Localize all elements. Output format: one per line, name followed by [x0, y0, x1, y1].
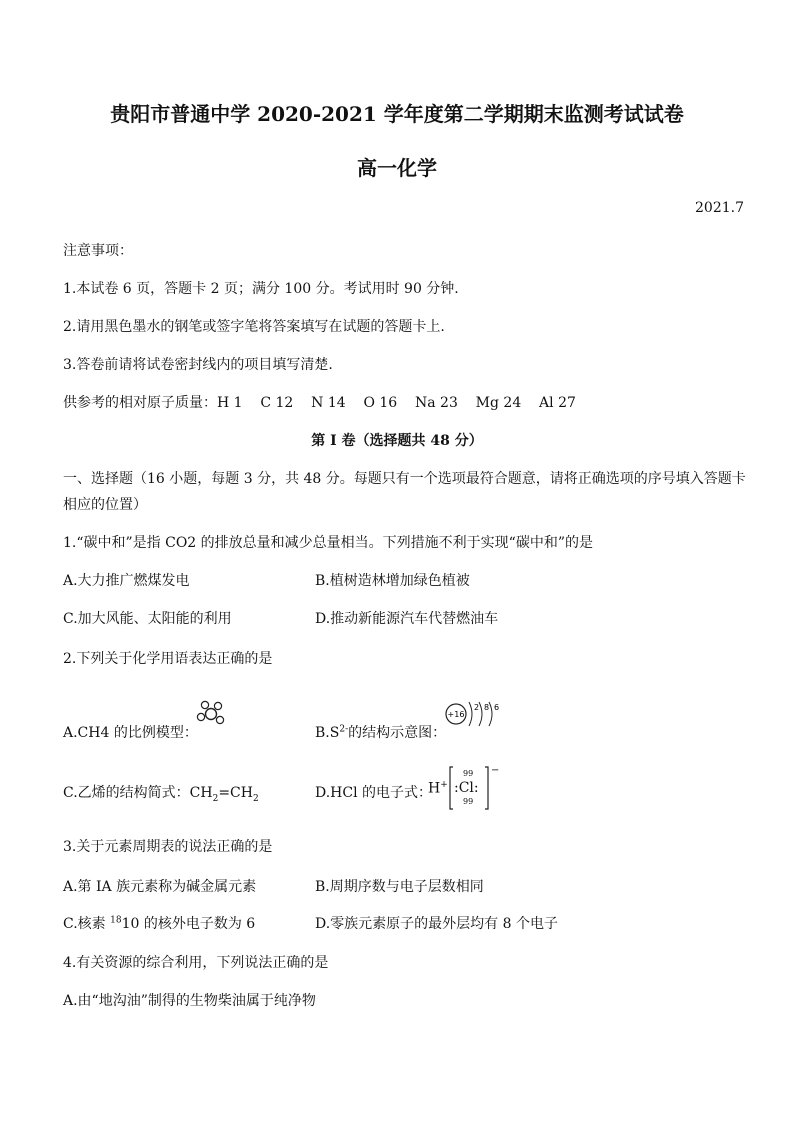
hcl-dots-bottom: 99: [463, 797, 474, 806]
question-4-stem: 4.有关资源的综合利用，下列说法正确的是: [63, 955, 329, 971]
nucleus-label: +16: [447, 710, 465, 719]
section-instruction-1: 一、选择题（16 小题，每题 3 分，共 48 分。每题只有一个选项最符合题意，请将正确选项的序号填入答题卡: [63, 471, 746, 487]
notice-item-3: 3.答卷前请将试卷密封线内的项目填写清楚.: [63, 357, 333, 373]
notice-item-2: 2.请用黑色墨水的钢笔或签字笔将答案填写在试题的答题卡上.: [63, 319, 445, 335]
question-1-option-c: C.加大风能、太阳能的利用: [63, 611, 232, 627]
atomic-masses: 供参考的相对原子质量：H 1 C 12 N 14 O 16 Na 23 Mg 24 Al 27: [63, 395, 576, 411]
question-2-option-c: C.乙烯的结构简式：$CH_2=CH_2$: [63, 785, 259, 804]
question-2-stem: 2.下列关于化学用语表达正确的是: [63, 651, 273, 667]
notice-heading: 注意事项：: [63, 243, 133, 259]
question-1-stem: 1.“碳中和”是指 CO2 的排放总量和减少总量相当。下列措施不利于实现“碳中和”的是: [63, 535, 593, 551]
hcl-h: H+: [428, 780, 448, 797]
question-2-option-d: D.HCl 的电子式：: [315, 785, 433, 801]
question-3-option-d: D.零族元素原子的最外层均有 8 个电子: [315, 916, 558, 932]
page-title: 贵阳市普通中学 2020-2021 学年度第二学期期末监测考试试卷: [110, 102, 684, 126]
shell-2-label: 8: [484, 703, 490, 712]
question-1-option-a: A.大力推广燃煤发电: [63, 573, 190, 589]
question-2-option-a: A.CH4 的比例模型：: [63, 725, 198, 741]
shell-1-label: 2: [474, 703, 480, 712]
exam-date: 2021.7: [695, 200, 744, 216]
section-instruction-2: 相应的位置）: [63, 497, 147, 513]
section-title: 第 I 卷（选择题共 48 分）: [311, 433, 483, 449]
page-subtitle: 高一化学: [357, 156, 437, 180]
question-3-stem: 3.关于元素周期表的说法正确的是: [63, 839, 273, 855]
hcl-minus: −: [491, 765, 500, 776]
ch4-model-icon: [194, 699, 228, 729]
question-4-option-a: A.由“地沟油”制得的生物柴油属于纯净物: [63, 993, 316, 1009]
sulfide-structure-icon: [443, 698, 503, 730]
question-1-option-b: B.植树造林增加绿色植被: [315, 573, 470, 589]
ethylene-formula: $CH_2=CH_2$: [189, 785, 259, 804]
hcl-dots-top: 99: [463, 769, 474, 778]
question-3-option-c: C.核素 $^{18}$10 的核外电子数为 6: [63, 915, 256, 932]
hcl-cl: :Cl:: [454, 780, 479, 796]
shell-3-label: 6: [494, 703, 500, 712]
notice-item-1: 1.本试卷 6 页，答题卡 2 页；满分 100 分。考试用时 90 分钟.: [63, 281, 459, 297]
question-2-option-b: $B.S^{2-}$的结构示意图：: [315, 724, 447, 741]
question-3-option-b: B.周期序数与电子层数相同: [315, 879, 484, 895]
question-1-option-d: D.推动新能源汽车代替燃油车: [315, 611, 499, 627]
question-3-option-a: A.第 IA 族元素称为碱金属元素: [63, 879, 257, 895]
